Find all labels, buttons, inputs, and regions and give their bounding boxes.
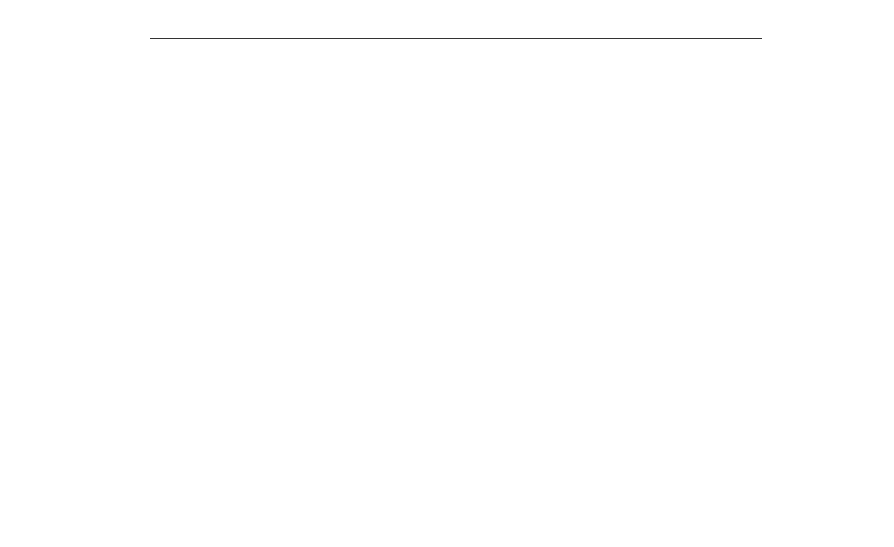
group-divider-line: [150, 38, 762, 39]
